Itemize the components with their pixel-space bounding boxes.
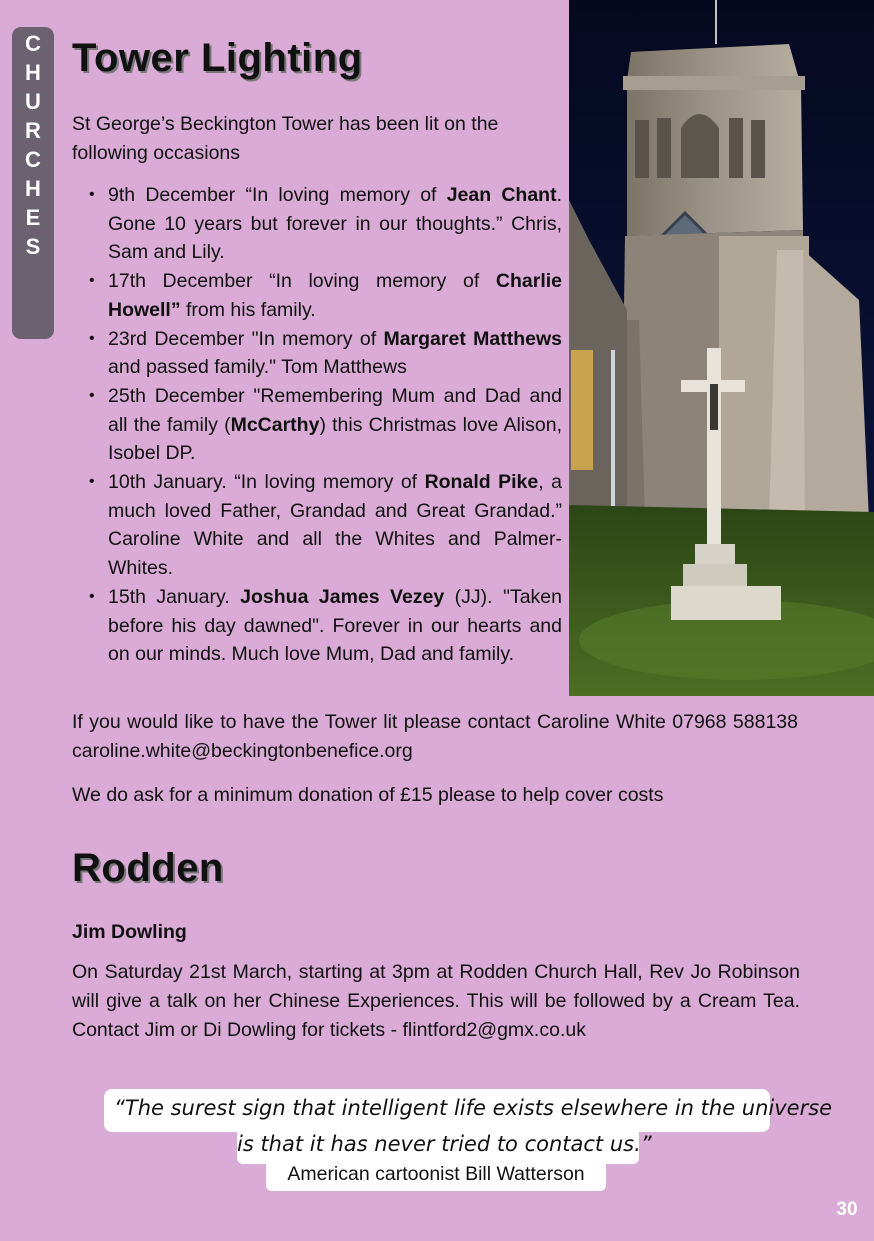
occasion-text: (JJ). "Taken before his day dawned". Forever in our hearts and on our minds. Much love Mum, Dad and family. <box>108 585 562 666</box>
occasion-text: 9th December “In loving memory of <box>108 184 447 206</box>
occasion-name: Margaret Matthews <box>383 327 562 350</box>
rodden-author: Jim Dowling <box>72 921 187 943</box>
tower-lighting-heading: Tower Lighting <box>72 36 363 80</box>
quote-line-2: is that it has never tried to contact us.” <box>237 1132 652 1156</box>
church-tower-illustration <box>569 0 874 696</box>
occasion-name: Jean Chant <box>446 184 557 206</box>
occasion-item <box>108 468 562 583</box>
occasion-name: McCarthy <box>230 413 320 436</box>
occasion-item <box>108 382 562 468</box>
occasion-text: and passed family." Tom Matthews <box>108 356 407 379</box>
occasion-item <box>108 325 562 382</box>
occasion-text: 23rd December "In memory of <box>108 327 384 350</box>
occasion-name: Charlie Howell” <box>108 270 562 321</box>
section-tab-churches <box>12 27 54 339</box>
occasion-text: 25th December "Remembering Mum and Dad and all the family ( <box>108 384 562 436</box>
occasion-item <box>108 267 562 324</box>
section-tab-letter: E <box>25 205 41 230</box>
section-tab-letter: U <box>25 89 41 114</box>
occasion-text: 17th December “In loving memory of <box>108 270 496 293</box>
occasion-text: ) this Christmas love Alison, Isobel DP. <box>108 413 562 465</box>
rodden-heading: Rodden <box>72 846 224 890</box>
tower-contact-text: If you would like to have the Tower lit please contact Caroline White 07968 588138 caroline.white@beckingtonbenefice.org <box>72 711 798 762</box>
church-tower-photo <box>569 0 874 696</box>
tower-intro-text: St George’s Beckington Tower has been lit on the following occasions <box>72 113 499 164</box>
section-tab-letter: H <box>25 60 41 85</box>
section-tab-letter: H <box>25 176 41 201</box>
occasion-text: 15th January. <box>108 585 241 608</box>
tower-occasions-list <box>88 181 562 669</box>
page-number: 30 <box>836 1199 858 1220</box>
quote-line-1: “The surest sign that intelligent life exists elsewhere in the universe <box>114 1096 833 1120</box>
section-tab-letter: C <box>25 31 41 56</box>
rodden-text: On Saturday 21st March, starting at 3pm at Rodden Church Hall, Rev Jo Robinson will give a talk on her Chinese Experiences. This will be followed by a Cream Tea. Contact Jim or Di Dowling for tickets - flintford2@gmx.co.uk <box>72 961 800 1041</box>
occasion-item <box>108 583 562 669</box>
quote-attribution: American cartoonist Bill Watterson <box>287 1163 585 1185</box>
occasion-name: Ronald Pike <box>424 471 539 494</box>
section-tab-letter: R <box>25 118 41 143</box>
occasion-text: from his family. <box>180 298 316 321</box>
occasion-item <box>108 181 562 267</box>
tower-donation-text: We do ask for a minimum donation of £15 please to help cover costs <box>72 784 664 806</box>
occasion-text: , a much loved Father, Grandad and Great Grandad.” Caroline White and all the Whites and Palmer-Whites. <box>108 471 562 580</box>
occasion-name: Joshua James Vezey <box>240 585 445 608</box>
occasion-text: 10th January. “In loving memory of <box>108 471 425 494</box>
section-tab-letter: C <box>25 147 41 172</box>
section-tab-letter: S <box>25 234 41 259</box>
occasion-text: . Gone 10 years but forever in our thoughts.” Chris, Sam and Lily. <box>108 184 563 264</box>
